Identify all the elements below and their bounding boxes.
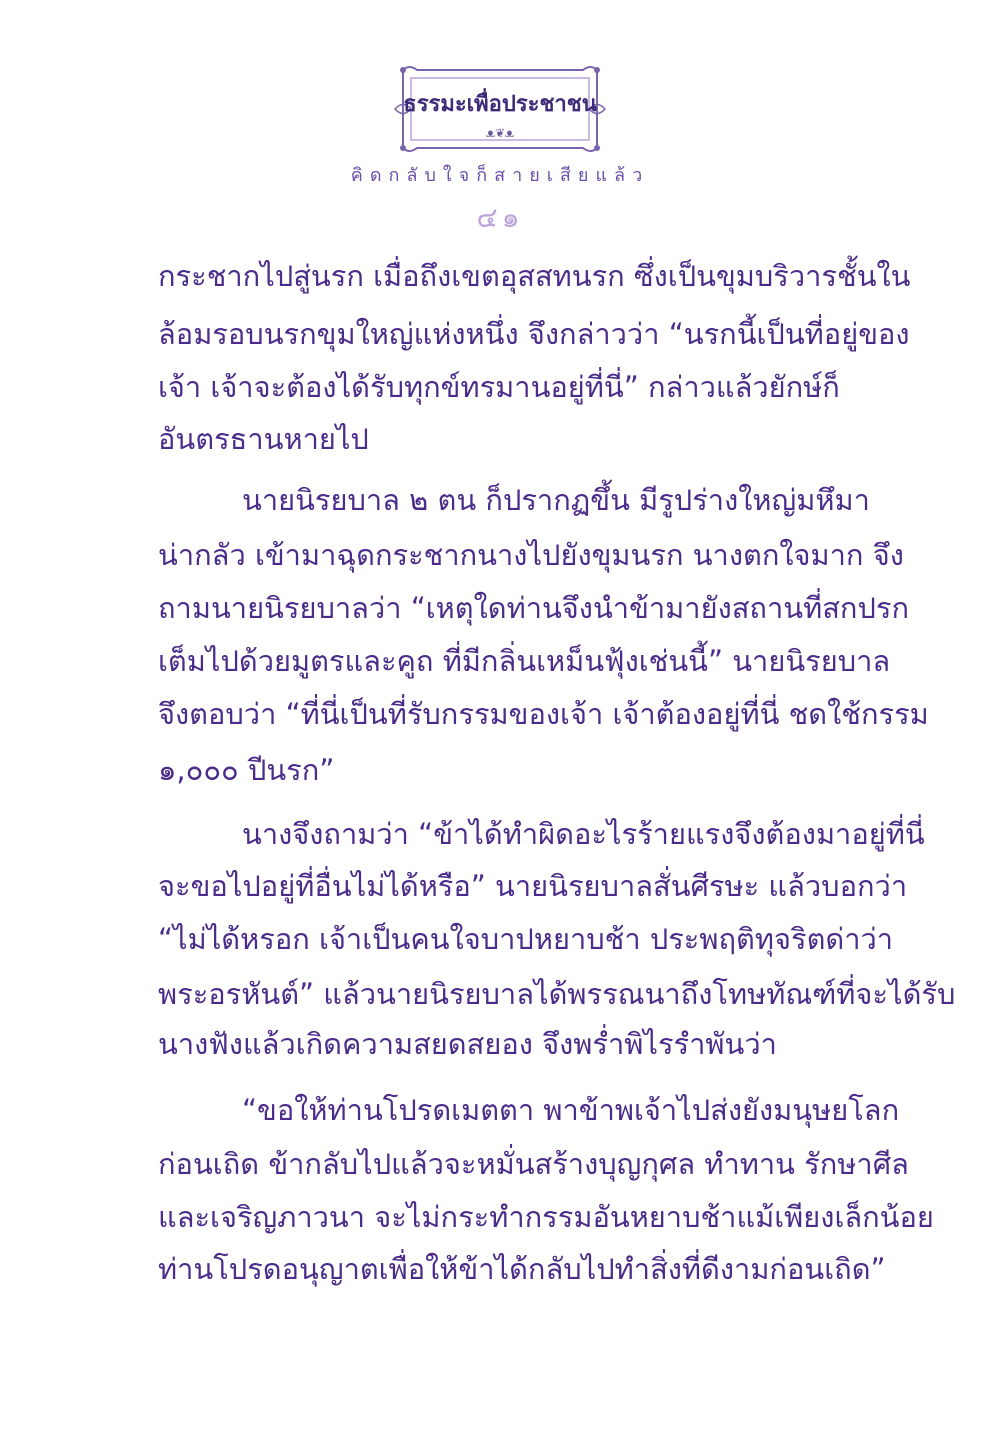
body-line: นายนิรยบาล ๒ ตน ก็ปรากฏขึ้น มีรูปร่างใหญ่มหึมา: [242, 483, 870, 517]
body-line: “ไม่ได้หรอก เจ้าเป็นคนใจบาปหยาบช้า ประพฤติทุจริตด่าว่า: [158, 922, 894, 956]
body-line: ๑,๐๐๐ ปีนรก”: [158, 753, 335, 787]
logo-ornament: ᴥ❦ᴥ: [486, 126, 514, 140]
running-head: คิดกลับใจก็สายเสียแล้ว: [350, 165, 650, 186]
body-line: จึงตอบว่า “ที่นี่เป็นที่รับกรรมของเจ้า เจ้าต้องอยู่ที่นี่ ชดใช้กรรม: [158, 697, 929, 731]
logo-title: ธรรมะเพื่อประชาชน: [403, 91, 597, 117]
body-line: และเจริญภาวนา จะไม่กระทำกรรมอันหยาบช้าแม้เพียงเล็กน้อย: [158, 1200, 934, 1234]
page-number: ๔๑: [476, 201, 524, 234]
body-line: จะขอไปอยู่ที่อื่นไม่ได้หรือ” นายนิรยบาลสั่นศีรษะ แล้วบอกว่า: [158, 869, 908, 903]
body-line: เต็มไปด้วยมูตรและคูถ ที่มีกลิ่นเหม็นฟุ้งเช่นนี้” นายนิรยบาล: [158, 644, 891, 678]
body-line: ถามนายนิรยบาลว่า “เหตุใดท่านจึงนำข้ามายังสถานที่สกปรก: [158, 591, 910, 625]
body-line: นางฟังแล้วเกิดความสยดสยอง จึงพร่ำพิไรรำพันว่า: [158, 1027, 777, 1061]
body-line: กระชากไปสู่นรก เมื่อถึงเขตอุสสทนรก ซึ่งเป็นขุมบริวารชั้นใน: [158, 259, 911, 293]
body-line: อันตรธานหายไป: [158, 422, 369, 456]
logo-badge: [389, 60, 611, 158]
body-line: ท่านโปรดอนุญาตเพื่อให้ข้าได้กลับไปทำสิ่งที่ดีงามก่อนเถิด”: [158, 1252, 886, 1286]
body-line: ก่อนเถิด ข้ากลับไปแล้วจะหมั่นสร้างบุญกุศล ทำทาน รักษาศีล: [158, 1147, 909, 1181]
body-line: นางจึงถามว่า “ข้าได้ทำผิดอะไรร้ายแรงจึงต้องมาอยู่ที่นี่: [242, 817, 925, 851]
body-line: น่ากลัว เข้ามาฉุดกระชากนางไปยังขุมนรก นางตกใจมาก จึง: [158, 538, 904, 572]
body-line: เจ้า เจ้าจะต้องได้รับทุกข์ทรมานอยู่ที่นี่” กล่าวแล้วยักษ์ก็: [158, 370, 840, 404]
body-line: “ขอให้ท่านโปรดเมตตา พาข้าพเจ้าไปส่งยังมนุษยโลก: [242, 1093, 900, 1127]
body-line: ล้อมรอบนรกขุมใหญ่แห่งหนึ่ง จึงกล่าวว่า “นรกนี้เป็นที่อยู่ของ: [158, 317, 910, 351]
body-line: พระอรหันต์” แล้วนายนิรยบาลได้พรรณนาถึงโทษทัณฑ์ที่จะได้รับ: [158, 977, 956, 1011]
